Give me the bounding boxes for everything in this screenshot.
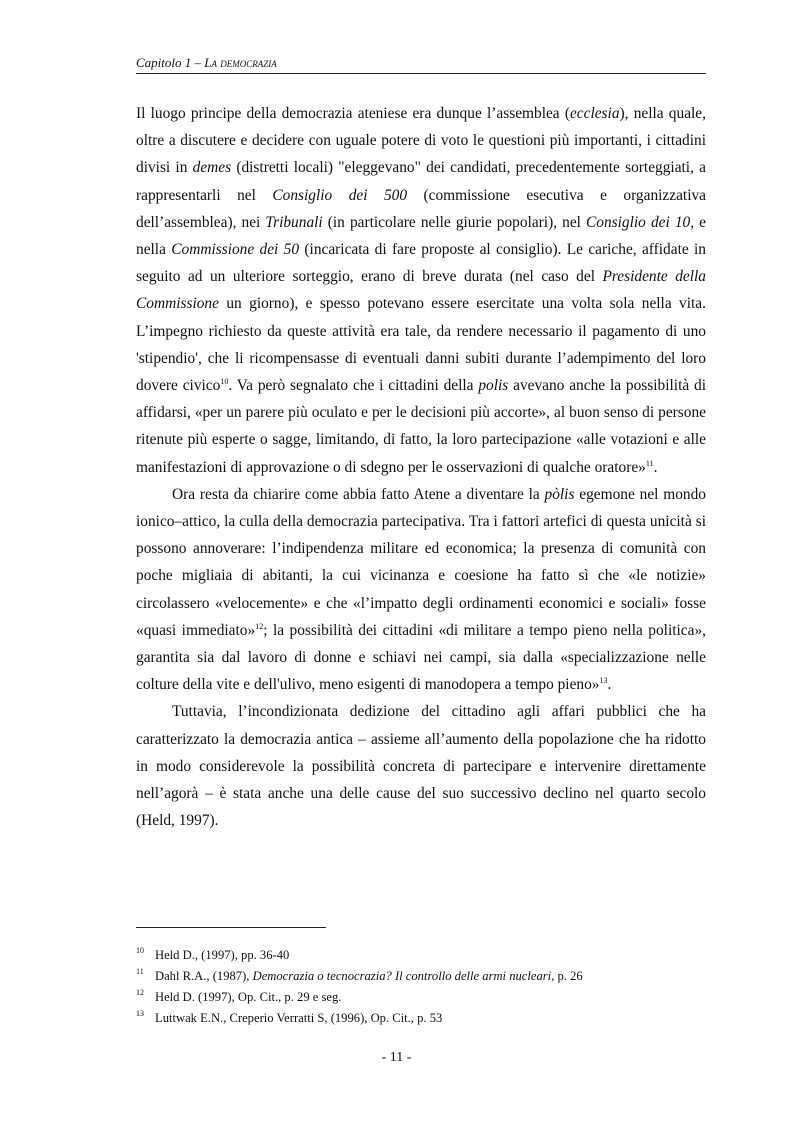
italic-text: Commissione dei 50: [171, 241, 300, 259]
footnote-ref: 11: [645, 458, 654, 468]
footnote: [136, 966, 706, 987]
footnote-number: 12: [136, 988, 144, 997]
text-run: (commissione esecutiva e organizzativa dell’assemblea), nei: [136, 186, 706, 231]
text-run: Il luogo principe della democrazia ateniese era dunque l’assemblea (: [136, 105, 570, 122]
italic-text: Democrazia o tecnocrazia? Il controllo delle armi nucleari: [252, 969, 552, 983]
italic-text: polis: [478, 377, 509, 395]
text-run: egemone nel mondo ionico–attico, la culla della democrazia partecipativa. Tra i fattori artefici di questa unicità si possono annoverare: l’indipendenza militare ed economica; la presenza di comunità con poche migliaia di abitanti, la cui vicinanza e coesione ha fatto sì che «le notizie» circolassero «velocemente» e che «l’impatto degli ordinamenti economici e sociali» fosse «quasi immediato»: [136, 485, 706, 639]
text-run: ), nella quale, oltre a discutere e decidere con uguale potere di voto le questioni più importanti, i cittadini divisi in: [136, 105, 706, 177]
text-run: , p. 26: [551, 969, 583, 983]
paragraph: [136, 100, 706, 481]
running-header: [136, 55, 706, 74]
text-run: avevano anche la possibilità di affidarsi, «per un parere più oculato e per le decisioni più accorte», al buon senso di persone ritenute più esperte o sagge, limitando, di fatto, la loro partecipazione «alle votazioni e alle manifestazioni di approvazione o di sdegno per le osservazioni di qualche oratore»: [136, 377, 706, 476]
footnote-text: [155, 945, 289, 966]
italic-text: Tribunali: [265, 213, 323, 231]
body-text: [136, 100, 706, 834]
paragraph: [136, 481, 706, 699]
text-run: (incaricata di fare proposte al consiglio). Le cariche, affidate in seguito ad un ulteriore sorteggio, erano di breve durata (nel caso del: [136, 241, 706, 286]
footnote-number: 10: [136, 946, 144, 955]
footnote-number: 13: [136, 1009, 144, 1018]
text-run: ; la possibilità dei cittadini «di militare a tempo pieno nella politica», garantita sia dal lavoro di donne e schiavi nei campi, sia dalla «specializzazione nelle colture della vite e dell'ulivo, meno esigenti di manodopera a tempo pieno»: [136, 621, 706, 694]
text-run: Dahl R.A., (1987),: [155, 969, 253, 983]
text-run: un giorno), e spesso potevano essere esercitate una volta sola nella vita. L’impegno richiesto da queste attività era tale, da rendere necessario il pagamento di uno 'stipendio', che li ricompensasse di eventuali danni subiti durante l’adempimento del loro dovere civico: [136, 295, 706, 395]
italic-text: demes: [192, 159, 232, 177]
footnote-ref: 12: [255, 621, 264, 631]
text-run: . Va però segnalato che i cittadini della: [228, 377, 479, 395]
italic-text: Presidente della Commissione: [136, 268, 706, 313]
footnote: [136, 945, 706, 966]
footnote-text: [155, 987, 341, 1008]
text-run: Ora resta da chiarire come abbia fatto Atene a diventare la: [172, 485, 545, 503]
footnote-number: 11: [136, 967, 144, 976]
footnote-text: [155, 1008, 442, 1029]
text-run: Held D., (1997), pp. 36-40: [155, 948, 290, 962]
text-run: Tuttavia, l’incondizionata dedizione del cittadino agli affari pubblici che ha caratterizzato la democrazia antica – assieme all’aumento della popolazione che ha ridotto in modo considerevole la possibilità concreta di partecipare e intervenire direttamente nell’agorà – è stata anche una delle cause del suo successivo declino nel quarto secolo (Held, 1997).: [136, 703, 706, 830]
italic-text: ecclesia: [569, 105, 620, 122]
footnote-text: [155, 966, 583, 987]
footnote-ref: 13: [599, 676, 608, 686]
header-title: La democrazia: [204, 55, 277, 70]
text-run: (distretti locali) "eleggevano" dei candidati, precedentemente sorteggiati, a rappresentarli nel: [136, 159, 706, 204]
footnote: [136, 987, 706, 1008]
footnote: [136, 1008, 706, 1029]
italic-text: Consiglio dei 500: [272, 186, 408, 204]
footnote-divider: [136, 927, 326, 928]
paragraph: [136, 698, 706, 834]
text-run: (in particolare nelle giurie popolari), nel: [322, 213, 587, 231]
italic-text: Consiglio dei 10: [586, 213, 691, 231]
footnotes: [136, 945, 706, 1029]
header-chapter: Capitolo 1 –: [136, 55, 205, 70]
text-run: Held D. (1997), Op. Cit., p. 29 e seg.: [155, 990, 342, 1004]
footnote-ref: 10: [220, 377, 229, 387]
text-run: .: [607, 676, 612, 694]
text-run: , e nella: [136, 213, 706, 259]
page-number: - 11 -: [381, 1050, 412, 1065]
italic-text: pòlis: [544, 485, 575, 503]
text-run: Luttwak E.N., Creperio Verratti S, (1996), Op. Cit., p. 53: [155, 1011, 443, 1025]
text-run: .: [653, 458, 658, 476]
